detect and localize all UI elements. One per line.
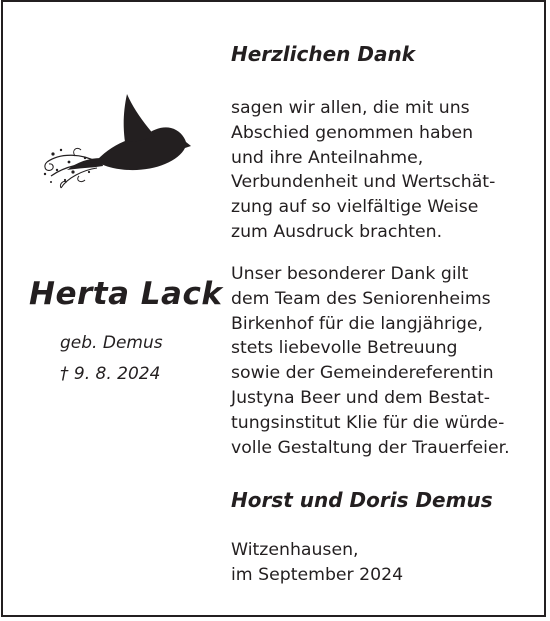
text-line: tungsinstitut Klie für die würde-: [231, 412, 505, 433]
text-line: Justyna Beer und dem Bestat-: [231, 387, 490, 408]
thanks-paragraph-2: [231, 262, 510, 460]
notice-frame: [1, 0, 546, 617]
text-line: Birkenhof für die langjährige,: [231, 313, 484, 334]
text-line: sowie der Gemeindereferentin: [231, 363, 494, 384]
text-line: sagen wir allen, die mit uns: [231, 98, 470, 118]
text-line: und ihre Anteilnahme,: [231, 147, 424, 168]
signers: Horst und Doris Demus: [231, 488, 493, 512]
date-line: im September 2024: [231, 564, 404, 585]
maiden-name: geb. Demus: [60, 333, 163, 353]
text-line: zum Ausdruck brachten.: [231, 221, 443, 242]
thanks-paragraph-1: [231, 96, 495, 245]
thanks-heading: Herzlichen Dank: [231, 42, 416, 66]
text-line: volle Gestaltung der Trauerfeier.: [231, 437, 510, 458]
text-line: Unser besonderer Dank gilt: [231, 264, 469, 284]
death-date: † 9. 8. 2024: [60, 364, 161, 384]
bird-with-swirl-icon: [39, 92, 191, 192]
text-line: stets liebevolle Betreuung: [231, 338, 458, 359]
text-line: Verbundenheit und Wertschät-: [231, 172, 496, 193]
text-line: dem Team des Seniorenheims: [231, 288, 491, 309]
text-line: Abschied genommen haben: [231, 122, 474, 143]
place-date: [231, 538, 403, 588]
deceased-name: Herta Lack: [29, 276, 223, 312]
place-line: Witzenhausen,: [231, 540, 359, 560]
text-line: zung auf so vielfältige Weise: [231, 197, 479, 218]
